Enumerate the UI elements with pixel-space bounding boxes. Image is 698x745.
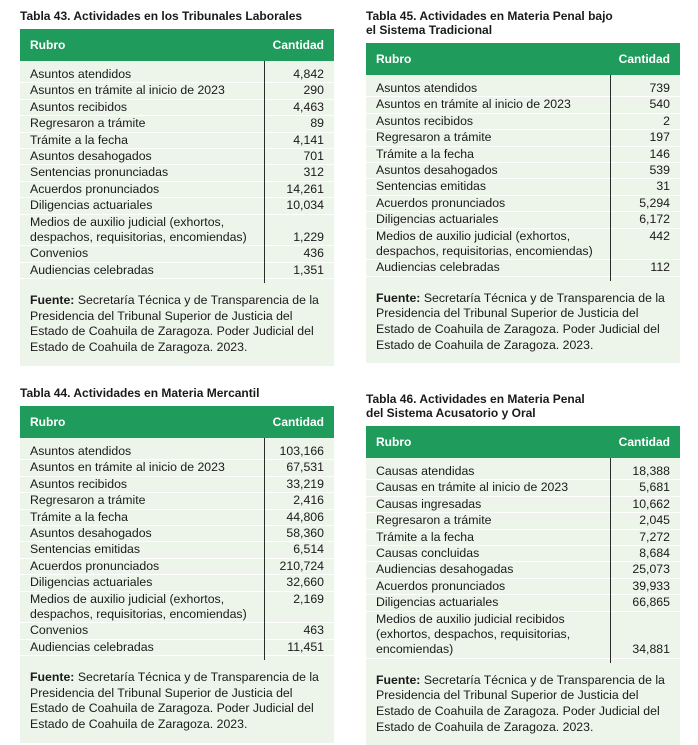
row-label <box>20 133 262 148</box>
row-label-line: Regresaron a trámite <box>376 513 492 528</box>
table-row <box>366 179 680 195</box>
table-row <box>366 464 680 480</box>
row-label <box>20 477 262 492</box>
row-label-line: Regresaron a trámite <box>376 130 492 145</box>
row-label <box>20 493 262 508</box>
row-label-line: despachos, requisitorias, encomiendas) <box>376 244 593 259</box>
header-rubro: Rubro <box>30 38 66 52</box>
source-label: Fuente: <box>376 290 421 305</box>
row-value: 44,806 <box>286 509 324 524</box>
row-label <box>20 100 262 115</box>
row-value: 112 <box>650 260 670 275</box>
table-row <box>20 592 334 624</box>
row-value: 25,073 <box>632 562 670 577</box>
row-label <box>366 562 608 577</box>
row-value: 39,933 <box>632 578 670 593</box>
row-label-line: Audiencias celebradas <box>30 639 154 654</box>
row-label-line: Audiencias desahogadas <box>376 562 514 577</box>
table-body <box>20 61 334 283</box>
table-header <box>20 406 334 438</box>
row-label-line: Trámite a la fecha <box>30 132 128 147</box>
table-row <box>20 526 334 542</box>
table-row <box>20 493 334 509</box>
table-row <box>20 575 334 591</box>
row-label-line: Diligencias actuariales <box>376 212 499 227</box>
table-body <box>366 458 680 663</box>
table-row <box>20 559 334 575</box>
table-45-block <box>366 9 680 363</box>
header-rubro: Rubro <box>376 52 412 66</box>
row-label <box>20 67 262 82</box>
table-title <box>20 9 334 23</box>
row-value: 4,463 <box>293 99 324 114</box>
row-label-line: Asuntos atendidos <box>376 81 478 95</box>
table-card <box>20 406 334 743</box>
row-value: 14,261 <box>286 181 324 196</box>
row-label-line: Regresaron a trámite <box>30 493 146 508</box>
row-value: 540 <box>649 97 670 112</box>
table-title <box>20 386 334 400</box>
table-header <box>366 43 680 75</box>
row-value: 463 <box>303 623 324 638</box>
table-row <box>366 114 680 130</box>
row-value: 2,045 <box>639 513 670 528</box>
row-value: 18,388 <box>632 464 670 478</box>
row-label <box>20 198 262 213</box>
row-label-line: Diligencias actuariales <box>376 595 499 610</box>
row-label <box>366 212 608 227</box>
table-row <box>20 542 334 558</box>
row-label <box>20 640 262 655</box>
row-label <box>366 196 608 211</box>
source-note <box>20 283 334 365</box>
row-label-line: Sentencias pronunciadas <box>30 165 169 180</box>
row-label-line: Acuerdos pronunciados <box>376 578 506 593</box>
row-value: 10,034 <box>286 198 324 213</box>
row-label <box>20 444 262 459</box>
row-label <box>366 147 608 162</box>
table-row <box>366 147 680 163</box>
column-divider <box>264 61 265 283</box>
row-label-line: Acuerdos pronunciados <box>376 195 506 210</box>
row-label <box>366 513 608 528</box>
table-row <box>366 612 680 659</box>
row-label <box>366 163 608 178</box>
row-label <box>20 116 262 131</box>
row-value: 539 <box>649 163 670 178</box>
row-value: 701 <box>303 149 324 164</box>
table-row <box>366 579 680 595</box>
row-value: 1,351 <box>293 262 324 277</box>
row-label-line: Convenios <box>30 246 89 261</box>
source-note <box>366 663 680 745</box>
row-value: 66,865 <box>632 595 670 610</box>
row-value: 2,416 <box>293 493 324 508</box>
table-title <box>366 9 680 37</box>
row-label-line: Audiencias celebradas <box>30 262 154 277</box>
row-label-line: Causas ingresadas <box>376 496 482 511</box>
row-label <box>366 612 608 658</box>
table-title-line: Tabla 44. Actividades en Materia Mercantil <box>20 386 260 400</box>
row-label <box>366 579 608 594</box>
table-card <box>366 426 680 745</box>
table-row <box>20 100 334 116</box>
row-label <box>366 497 608 512</box>
table-row <box>20 149 334 165</box>
header-cantidad: Cantidad <box>618 52 670 66</box>
row-label-line: Acuerdos pronunciados <box>30 558 160 573</box>
table-row <box>366 562 680 578</box>
table-header <box>20 29 334 61</box>
row-value: 8,684 <box>639 546 670 561</box>
row-value: 5,681 <box>639 480 670 495</box>
table-card <box>366 43 680 363</box>
header-rubro: Rubro <box>30 415 66 429</box>
row-label-line: Sentencias emitidas <box>376 179 487 194</box>
row-label-line: Asuntos en trámite al inicio de 2023 <box>30 83 225 98</box>
table-row <box>20 640 334 656</box>
row-label-line: Diligencias actuariales <box>30 198 153 213</box>
row-value: 2,169 <box>293 591 324 606</box>
header-rubro: Rubro <box>376 435 412 449</box>
row-value: 33,219 <box>286 476 324 491</box>
table-row <box>20 182 334 198</box>
row-value: 210,724 <box>279 558 324 573</box>
row-label <box>366 81 608 96</box>
row-label <box>20 575 262 590</box>
table-row <box>366 229 680 261</box>
row-label <box>20 83 262 98</box>
table-row <box>366 530 680 546</box>
row-label <box>20 542 262 557</box>
row-label <box>20 592 262 623</box>
row-label <box>366 130 608 145</box>
row-label <box>366 546 608 561</box>
row-label-line: Asuntos recibidos <box>376 113 474 128</box>
row-label-line: Causas en trámite al inicio de 2023 <box>376 480 569 495</box>
row-label <box>366 530 608 545</box>
row-label <box>20 510 262 525</box>
table-row <box>366 595 680 611</box>
row-label-line: Medios de auxilio judicial (exhortos, <box>376 228 571 243</box>
row-label-line: Asuntos en trámite al inicio de 2023 <box>30 460 225 475</box>
row-label <box>20 165 262 180</box>
table-46-block <box>366 392 680 745</box>
row-value: 32,660 <box>286 575 324 590</box>
row-value: 10,662 <box>632 496 670 511</box>
source-note <box>20 660 334 742</box>
table-row <box>366 260 680 276</box>
row-value: 442 <box>649 228 670 243</box>
table-title-line: del Sistema Acusatorio y Oral <box>366 406 536 420</box>
source-text: Secretaría Técnica y de Transparencia de la Presidencia del Tribunal Superior de Justicia del Estado de Coahuila de Zaragoza. Poder Judicial del Estado de Coahuila de Zaragoza. 2023. <box>376 672 665 734</box>
table-row <box>20 116 334 132</box>
table-row <box>20 444 334 460</box>
row-label <box>20 149 262 164</box>
row-label <box>366 179 608 194</box>
row-value: 4,141 <box>293 132 324 147</box>
table-row <box>20 246 334 262</box>
row-value: 103,166 <box>279 444 324 458</box>
row-label-line: Medios de auxilio judicial (exhortos, <box>30 214 225 229</box>
row-value: 89 <box>310 116 324 131</box>
row-label <box>366 97 608 112</box>
row-label <box>366 229 608 260</box>
row-value: 11,451 <box>287 639 324 654</box>
table-row <box>20 67 334 83</box>
row-label-line: Causas atendidas <box>376 464 475 478</box>
row-value: 34,881 <box>632 642 670 657</box>
row-label-line: (exhortos, despachos, requisitorias, <box>376 627 571 642</box>
row-label-line: Asuntos atendidos <box>30 67 132 81</box>
row-label <box>20 559 262 574</box>
table-44-block <box>20 386 334 743</box>
source-label: Fuente: <box>376 672 421 687</box>
row-value: 31 <box>656 179 670 194</box>
table-header <box>366 426 680 458</box>
table-row <box>20 133 334 149</box>
table-row <box>20 460 334 476</box>
row-label-line: Audiencias celebradas <box>376 260 500 275</box>
row-label <box>366 480 608 495</box>
row-value: 4,842 <box>293 67 324 81</box>
row-label-line: Convenios <box>30 623 89 638</box>
table-body <box>366 75 680 281</box>
row-label-line: Causas concluidas <box>376 546 480 561</box>
row-label-line: despachos, requisitorias, encomiendas) <box>30 230 247 245</box>
row-value: 6,172 <box>639 212 670 227</box>
row-label <box>20 246 262 261</box>
row-label-line: encomiendas) <box>376 642 454 657</box>
row-value: 1,229 <box>293 230 324 245</box>
row-label-line: Medios de auxilio judicial recibidos <box>376 611 565 626</box>
row-label-line: Acuerdos pronunciados <box>30 181 160 196</box>
column-divider <box>610 458 611 663</box>
row-label-line: Asuntos desahogados <box>376 163 498 178</box>
row-value: 312 <box>303 165 324 180</box>
row-label-line: Diligencias actuariales <box>30 575 153 590</box>
header-cantidad: Cantidad <box>272 38 324 52</box>
table-row <box>366 513 680 529</box>
table-row <box>366 546 680 562</box>
table-body <box>20 438 334 660</box>
row-label <box>366 464 608 479</box>
table-row <box>20 83 334 99</box>
table-row <box>366 196 680 212</box>
row-label-line: Asuntos desahogados <box>30 149 152 164</box>
table-row <box>366 212 680 228</box>
source-text: Secretaría Técnica y de Transparencia de la Presidencia del Tribunal Superior de Justicia del Estado de Coahuila de Zaragoza. Poder Judicial del Estado de Coahuila de Zaragoza. 2023. <box>30 670 319 732</box>
row-label <box>366 114 608 129</box>
header-cantidad: Cantidad <box>272 415 324 429</box>
row-value: 739 <box>649 81 670 95</box>
row-value: 6,514 <box>293 542 324 557</box>
table-43-block <box>20 9 334 366</box>
row-label <box>20 182 262 197</box>
row-value: 5,294 <box>639 195 670 210</box>
table-row <box>20 263 334 279</box>
row-label-line: despachos, requisitorias, encomiendas) <box>30 607 247 622</box>
row-label-line: Asuntos en trámite al inicio de 2023 <box>376 97 571 112</box>
column-divider <box>610 75 611 281</box>
source-label: Fuente: <box>30 293 75 308</box>
table-row <box>366 497 680 513</box>
table-row <box>366 97 680 113</box>
table-card <box>20 29 334 366</box>
row-label-line: Asuntos recibidos <box>30 476 128 491</box>
row-value: 290 <box>303 83 324 98</box>
row-value: 146 <box>649 146 670 161</box>
row-label-line: Asuntos atendidos <box>30 444 132 458</box>
table-row <box>20 165 334 181</box>
row-label <box>20 623 262 638</box>
table-row <box>366 81 680 97</box>
row-label <box>20 526 262 541</box>
table-title-line: Tabla 43. Actividades en los Tribunales Laborales <box>20 9 303 23</box>
row-value: 436 <box>303 246 324 261</box>
row-label-line: Medios de auxilio judicial (exhortos, <box>30 591 225 606</box>
table-row <box>366 163 680 179</box>
table-row <box>20 510 334 526</box>
row-label <box>20 263 262 278</box>
source-text: Secretaría Técnica y de Transparencia de la Presidencia del Tribunal Superior de Justicia del Estado de Coahuila de Zaragoza. Poder Judicial del Estado de Coahuila de Zaragoza. 2023. <box>30 293 319 355</box>
row-label-line: Trámite a la fecha <box>376 146 474 161</box>
table-row <box>20 477 334 493</box>
row-label-line: Trámite a la fecha <box>376 529 474 544</box>
row-label <box>20 460 262 475</box>
table-row <box>366 480 680 496</box>
table-row <box>366 130 680 146</box>
row-label-line: Asuntos recibidos <box>30 99 128 114</box>
row-label-line: Regresaron a trámite <box>30 116 146 131</box>
row-label-line: Trámite a la fecha <box>30 509 128 524</box>
row-value: 7,272 <box>639 529 670 544</box>
table-title-line: Tabla 45. Actividades en Materia Penal bajo <box>366 9 613 23</box>
table-title <box>366 392 680 420</box>
source-note <box>366 281 680 363</box>
row-value: 197 <box>649 130 670 145</box>
row-label <box>366 595 608 610</box>
row-label-line: Sentencias emitidas <box>30 542 141 557</box>
table-title-line: el Sistema Tradicional <box>366 23 493 37</box>
row-label-line: Asuntos desahogados <box>30 526 152 541</box>
table-row <box>20 623 334 639</box>
header-cantidad: Cantidad <box>618 435 670 449</box>
row-value: 67,531 <box>286 460 324 475</box>
row-label <box>366 260 608 275</box>
row-value: 2 <box>663 113 670 128</box>
column-divider <box>264 438 265 660</box>
source-label: Fuente: <box>30 670 75 685</box>
table-row <box>20 215 334 247</box>
row-label <box>20 215 262 246</box>
table-row <box>20 198 334 214</box>
source-text: Secretaría Técnica y de Transparencia de la Presidencia del Tribunal Superior de Justicia del Estado de Coahuila de Zaragoza. Poder Judicial del Estado de Coahuila de Zaragoza. 2023. <box>376 290 665 352</box>
table-title-line: Tabla 46. Actividades en Materia Penal <box>366 392 585 406</box>
row-value: 58,360 <box>286 526 324 541</box>
